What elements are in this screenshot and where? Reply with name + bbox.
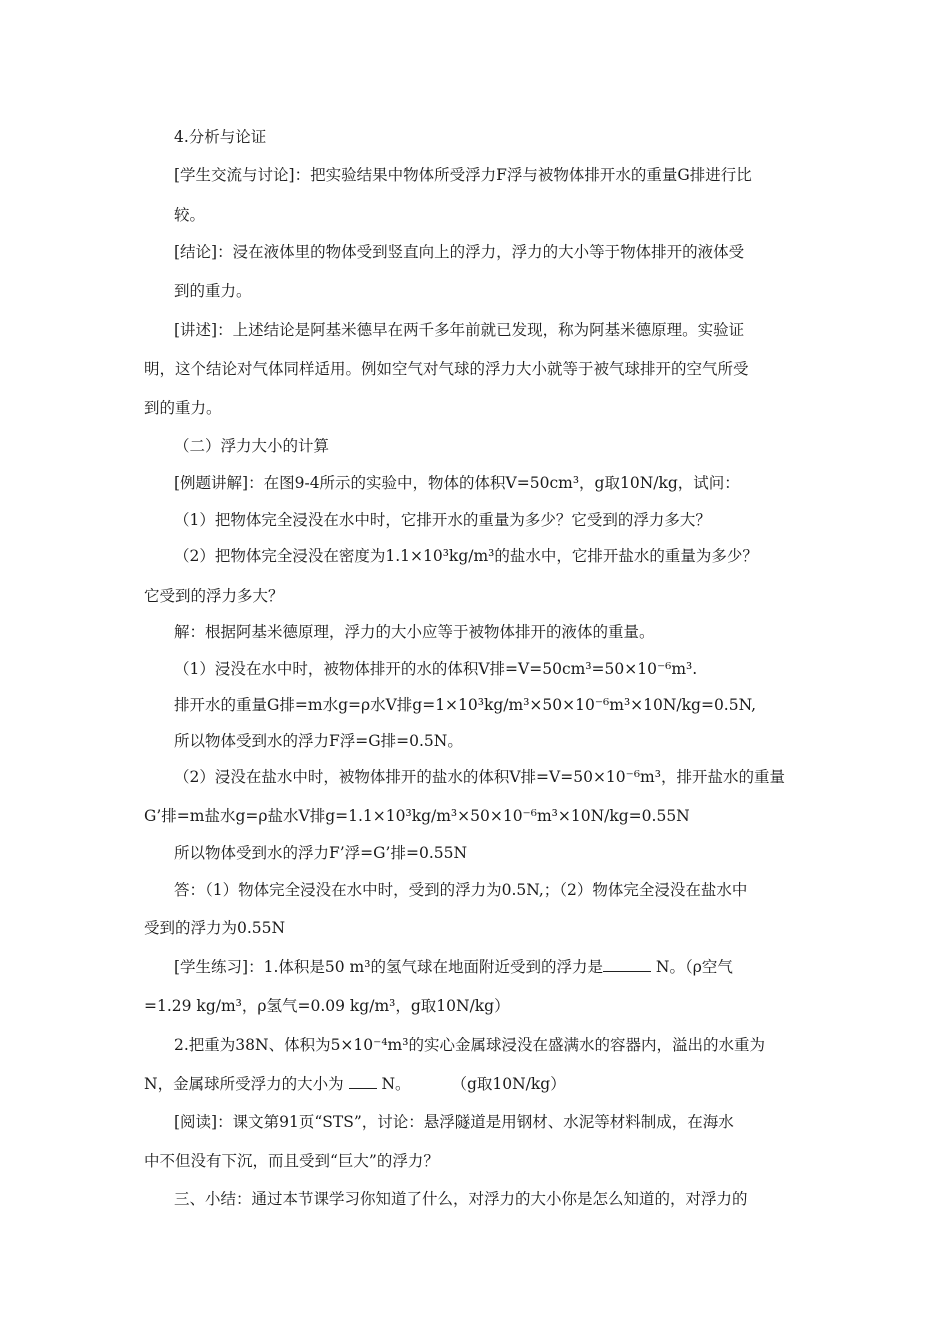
paragraph-line: 所以物体受到水的浮力F’浮=G’排=0.55N [174, 844, 468, 862]
paragraph-line: 答：（1）物体完全浸没在水中时，受到的浮力为0.5N,；（2）物体完全浸没在盐水中 [174, 881, 748, 899]
answer-blank [603, 957, 651, 972]
paragraph-line: （1）把物体完全浸没在水中时，它排开水的重量为多少？它受到的浮力多大？ [174, 511, 711, 529]
paragraph-line: （2）把物体完全浸没在密度为1.1×10³kg/m³的盐水中，它排开盐水的重量为多少？ [174, 547, 758, 565]
paragraph-line: =1.29 kg/m³，ρ氢气=0.09 kg/m³，g取10N/kg） [144, 997, 510, 1015]
exercise-line-1 [174, 957, 733, 977]
paragraph-line: [结论]：浸在液体里的物体受到竖直向上的浮力，浮力的大小等于物体排开的液体受 [174, 243, 745, 261]
paragraph-line: [阅读]：课文第91页“STS”，讨论：悬浮隧道是用钢材、水泥等材料制成，在海水 [174, 1113, 734, 1131]
paragraph-line: 排开水的重量G排=m水g=ρ水V排g=1×10³kg/m³×50×10⁻⁶m³×10N/kg=0.5N, [174, 696, 757, 714]
paragraph-line: 到的重力。 [174, 282, 252, 300]
exercise-text: N，金属球所受浮力的大小为 [144, 1075, 344, 1093]
paragraph-line: 较。 [174, 206, 206, 224]
section-heading-summary: 三、小结：通过本节课学习你知道了什么，对浮力的大小你是怎么知道的，对浮力的 [174, 1190, 748, 1208]
paragraph-line: （1）浸没在水中时，被物体排开的水的体积V排=V=50cm³=50×10⁻⁶m³. [174, 660, 698, 678]
paragraph-line: 到的重力。 [144, 399, 222, 417]
paragraph-line: 2.把重为38N、体积为5×10⁻⁴m³的实心金属球浸没在盛满水的容器内，溢出的水重为 [174, 1036, 765, 1054]
paragraph-line: 中不但没有下沉，而且受到“巨大”的浮力？ [144, 1152, 439, 1170]
exercise-text: N。（ρ空气 [655, 958, 733, 976]
exercise-line-2 [144, 1074, 566, 1094]
exercise-text: （g取10N/kg） [451, 1075, 566, 1093]
exercise-text: N。 [381, 1075, 411, 1093]
paragraph-line: 明，这个结论对气体同样适用。例如空气对气球的浮力大小就等于被气球排开的空气所受 [144, 360, 749, 378]
paragraph-line: 受到的浮力为0.55N [144, 919, 286, 937]
paragraph-line: G’排=m盐水g=ρ盐水V排g=1.1×10³kg/m³×50×10⁻⁶m³×10N/kg=0.55N [144, 807, 690, 825]
paragraph-line: 所以物体受到水的浮力F浮=G排=0.5N。 [174, 732, 463, 750]
paragraph-line: 解：根据阿基米德原理，浮力的大小应等于被物体排开的液体的重量。 [174, 623, 655, 641]
paragraph-line: [例题讲解]：在图9-4所示的实验中，物体的体积V=50cm³，g取10N/kg，试问： [174, 474, 740, 492]
exercise-text: [学生练习]：1.体积是50 m³的氢气球在地面附近受到的浮力是 [174, 958, 603, 976]
paragraph-line: （2）浸没在盐水中时，被物体排开的盐水的体积V排=V=50×10⁻⁶m³，排开盐水的重量 [174, 768, 785, 786]
paragraph-line: [学生交流与讨论]：把实验结果中物体所受浮力F浮与被物体排开水的重量G排进行比 [174, 166, 752, 184]
paragraph-line: [讲述]：上述结论是阿基米德早在两千多年前就已发现，称为阿基米德原理。实验证 [174, 321, 745, 339]
answer-blank [349, 1074, 377, 1089]
section-heading-calculation: （二）浮力大小的计算 [174, 437, 330, 455]
paragraph-line: 它受到的浮力多大？ [144, 587, 284, 605]
section-heading-analysis: 4.分析与论证 [174, 128, 267, 146]
